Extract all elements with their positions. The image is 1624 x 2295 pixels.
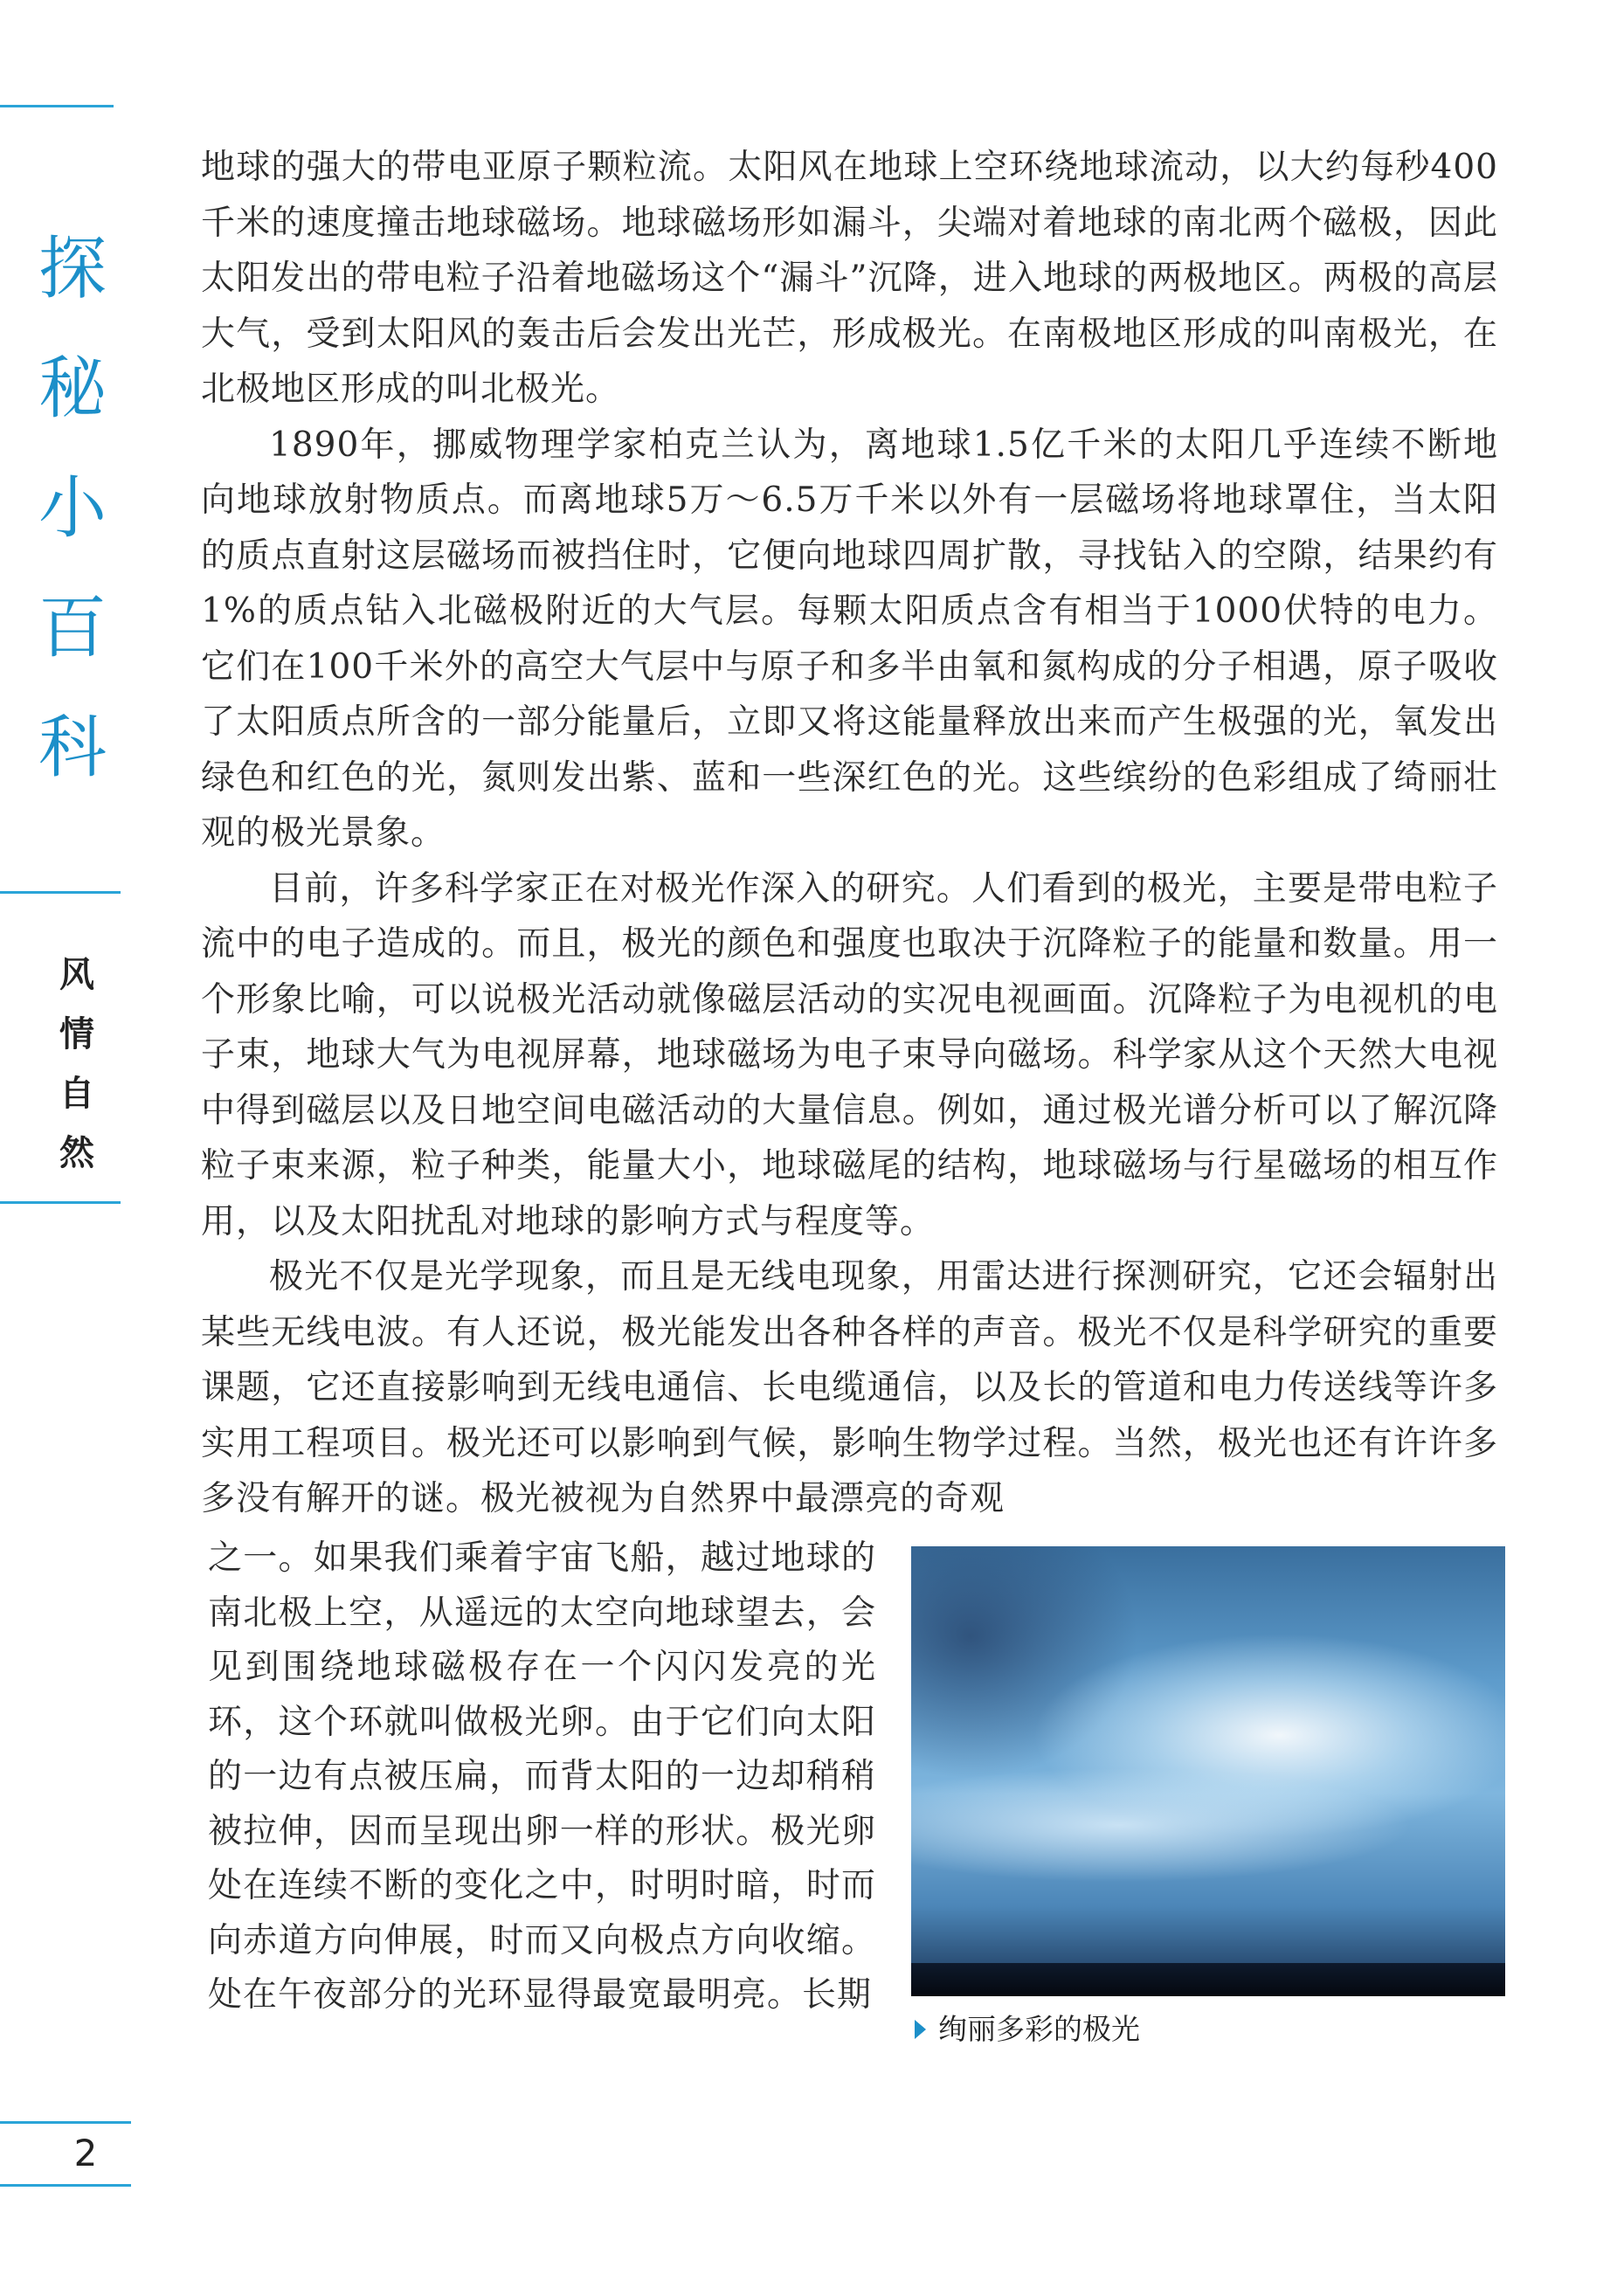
section-title-char: 然 bbox=[59, 1133, 94, 1173]
paragraph-wrapped: 之一。如果我们乘着宇宙飞船，越过地球的南北极上空，从遥远的太空向地球望去，会见到围绕地球磁极存在一个闪闪发亮的光环，这个环就叫做极光卵。由于它们向太阳的一边有点被压扁，而背太阳的一边却稍稍被拉伸，因而呈现出卵一样的形状。极光卵处在连续不断的变化之中，时明时暗，时而向赤道方向伸展，时而又向极点方向收缩。处在午夜部分的光环显得最宽最明亮。长期 bbox=[208, 1538, 876, 2015]
photo-caption bbox=[911, 2008, 1505, 2051]
paragraph: 1890年，挪威物理学家柏克兰认为，离地球1.5亿千米的太阳几乎连续不断地向地球放射物质点。而离地球5万～6.5万千米以外有一层磁场将地球罩住，当太阳的质点直射这层磁场而被挡住时，它便向地球四周扩散，寻找钻入的空隙，结果约有1%的质点钻入北磁极附近的大气层。每颗太阳质点含有相当于1000伏特的电力。它们在100千米外的高空大气层中与原子和多半由氧和氮构成的分子相遇，原子吸收了太阳质点所含的一部分能量后，立即又将这能量释放出来而产生极强的光，氧发出绿色和红色的光，氮则发出紫、蓝和一些深红色的光。这些缤纷的色彩组成了绮丽壮观的极光景象。 bbox=[201, 425, 1498, 853]
paragraph-continued: 地球的强大的带电亚原子颗粒流。太阳风在地球上空环绕地球流动，以大约每秒400千米的速度撞击地球磁场。地球磁场形如漏斗，尖端对着地球的南北两个磁极，因此太阳发出的带电粒子沿着地磁场这个“漏斗”沉降，进入地球的两极地区。两极的高层大气，受到太阳风的轰击后会发出光芒，形成极光。在南极地区形成的叫南极光，在北极地区形成的叫北极光。 bbox=[201, 148, 1498, 409]
series-title-char: 小 bbox=[38, 469, 107, 548]
article-body bbox=[201, 140, 1498, 1527]
aurora-photo bbox=[911, 1546, 1505, 1996]
page-number: 2 bbox=[73, 2132, 98, 2174]
series-title-char: 探 bbox=[38, 230, 107, 308]
section-rule-top bbox=[0, 891, 121, 894]
page-number-rule-bottom bbox=[0, 2184, 131, 2187]
top-rule bbox=[0, 105, 114, 107]
caption-arrow-icon bbox=[915, 2020, 926, 2039]
section-title-char: 自 bbox=[59, 1074, 94, 1114]
section-title-char: 风 bbox=[59, 955, 94, 995]
horizon-ground bbox=[911, 1963, 1505, 1996]
section-title bbox=[51, 945, 103, 1183]
series-title bbox=[33, 210, 112, 808]
paragraph: 极光不仅是光学现象，而且是无线电现象，用雷达进行探测研究，它还会辐射出某些无线电波。有人还说，极光能发出各种各样的声音。极光不仅是科学研究的重要课题，它还直接影响到无线电通信、长电缆通信，以及长的管道和电力传送线等许多实用工程项目。极光还可以影响到气候，影响生物学过程。当然，极光也还有许许多多没有解开的谜。极光被视为自然界中最漂亮的奇观 bbox=[201, 1257, 1498, 1518]
paragraph: 目前，许多科学家正在对极光作深入的研究。人们看到的极光，主要是带电粒子流中的电子造成的。而且，极光的颜色和强度也取决于沉降粒子的能量和数量。用一个形象比喻，可以说极光活动就像磁层活动的实况电视画面。沉降粒子为电视机的电子束，地球大气为电视屏幕，地球磁场为电子束导向磁场。科学家从这个天然大电视中得到磁层以及日地空间电磁活动的大量信息。例如，通过极光谱分析可以了解沉降粒子束来源，粒子种类，能量大小，地球磁尾的结构，地球磁场与行星磁场的相互作用，以及太阳扰乱对地球的影响方式与程度等。 bbox=[201, 868, 1498, 1241]
caption-text: 绚丽多彩的极光 bbox=[938, 2012, 1140, 2046]
section-title-char: 情 bbox=[59, 1014, 94, 1054]
page-number-rule-top bbox=[0, 2121, 131, 2124]
section-rule-bottom bbox=[0, 1201, 121, 1204]
series-title-char: 科 bbox=[38, 709, 107, 787]
article-body-wrap bbox=[208, 1531, 876, 2023]
series-title-char: 百 bbox=[38, 589, 107, 667]
series-title-char: 秘 bbox=[38, 349, 107, 428]
